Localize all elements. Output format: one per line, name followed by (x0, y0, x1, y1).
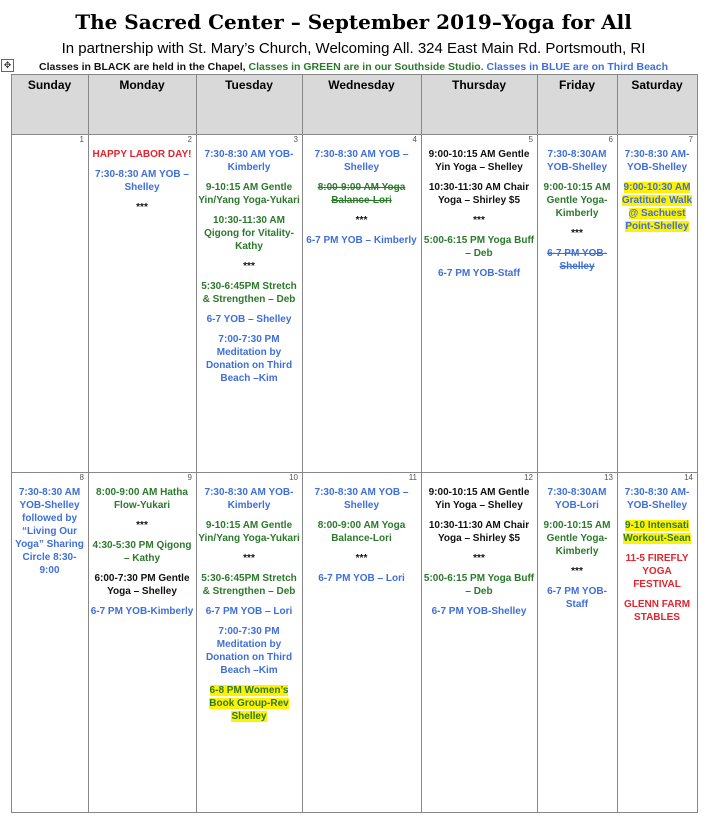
day-header-wednesday: Wednesday (302, 74, 421, 114)
day-number: 4 (412, 135, 417, 144)
event-text: 6-7 PM YOB – Lori (205, 606, 293, 617)
event-entry (423, 552, 535, 565)
day-events (90, 486, 194, 625)
calendar-day-1 (11, 134, 88, 472)
event-entry (539, 565, 615, 578)
grid-line (697, 74, 698, 812)
event-text: 9-10:15 AM Gentle Yin/Yang Yoga-Yukari (198, 182, 300, 206)
event-text: 7:30-8:30AM YOB-Lori (547, 487, 607, 511)
event-text: 7:00-7:30 PM Meditation by Donation on Third Beach –Kim (205, 626, 293, 676)
day-header-thursday: Thursday (421, 74, 537, 114)
event-entry (304, 214, 419, 227)
day-events (619, 486, 695, 631)
grid-line (11, 472, 698, 473)
calendar-day-4 (302, 134, 421, 472)
grid-line (421, 74, 422, 812)
event-text: *** (473, 553, 485, 564)
event-text: 9:00-10:15 AM Gentle Yin Yoga – Shelley (428, 149, 530, 173)
calendar-day-3 (196, 134, 302, 472)
header-spacer (196, 114, 302, 134)
event-entry (198, 519, 300, 545)
event-text: 7:30-8:30 AM YOB – Shelley (314, 149, 409, 173)
grid-line (11, 134, 698, 135)
header-spacer (88, 114, 196, 134)
legend-blue: Classes in BLUE are on Third Beach (483, 61, 668, 73)
calendar-day-2 (88, 134, 196, 472)
event-entry (13, 486, 86, 577)
day-number: 7 (688, 135, 693, 144)
event-text: 8:00-9:00 AM Yoga Balance-Lori (317, 182, 406, 206)
event-entry (304, 234, 419, 247)
event-entry (304, 572, 419, 585)
event-entry (198, 313, 300, 326)
day-header-sunday: Sunday (11, 74, 88, 114)
event-text: 4:30-5:30 PM Qigong – Kathy (92, 540, 192, 564)
header-spacer (302, 114, 421, 134)
day-events (539, 486, 615, 618)
event-entry (198, 625, 300, 677)
event-entry (304, 486, 419, 512)
event-text: 6-7 YOB – Shelley (206, 314, 292, 325)
event-entry (619, 552, 695, 591)
event-entry (90, 572, 194, 598)
calendar-day-10 (196, 472, 302, 812)
day-events (198, 148, 300, 392)
day-number: 14 (684, 473, 693, 482)
event-entry (90, 539, 194, 565)
day-events (423, 148, 535, 287)
grid-line (196, 74, 197, 812)
day-events (90, 148, 194, 221)
day-events (13, 486, 86, 584)
event-text: 6-7 PM YOB-Staff (547, 586, 607, 610)
event-entry (198, 552, 300, 565)
day-events (619, 148, 695, 240)
event-entry (423, 181, 535, 207)
event-text: 7:30-8:30 AM YOB-Shelley followed by “Living Our Yoga” Sharing Circle 8:30-9:00 (15, 487, 84, 576)
event-entry (619, 519, 695, 545)
event-text: 9:00-10:30 AM Gratitude Walk @ Sachuest Point-Shelley (621, 182, 693, 232)
event-entry (304, 552, 419, 565)
day-number: 3 (293, 135, 298, 144)
page-subtitle: In partnership with St. Mary’s Church, Welcoming All. 324 East Main Rd. Portsmouth, RI (61, 40, 646, 57)
day-events (304, 486, 419, 592)
event-entry (304, 181, 419, 207)
grid-line (537, 74, 538, 812)
day-number: 1 (79, 135, 84, 144)
event-text: *** (355, 215, 368, 226)
event-text: 5:00-6:15 PM Yoga Buff – Deb (423, 573, 535, 597)
header-spacer (11, 114, 88, 134)
event-entry (423, 214, 535, 227)
day-events (304, 148, 419, 254)
event-entry (539, 181, 615, 220)
event-entry (423, 572, 535, 598)
event-entry (619, 486, 695, 512)
calendar-day-6 (537, 134, 617, 472)
event-text: 5:30-6:45PM Stretch & Strengthen – Deb (201, 573, 297, 597)
event-entry (619, 181, 695, 233)
header-spacer (421, 114, 537, 134)
event-text: 9:00-10:15 AM Gentle Yoga-Kimberly (543, 182, 611, 219)
event-text: 6-7 PM YOB – Kimberly (306, 235, 417, 246)
event-text: *** (136, 520, 148, 531)
calendar-day-7 (617, 134, 697, 472)
calendar-day-11 (302, 472, 421, 812)
header-spacer (617, 114, 697, 134)
event-text: 9:00-10:15 AM Gentle Yoga-Kimberly (543, 520, 611, 557)
event-text: 6-7 PM YOB-Shelley (547, 248, 607, 272)
day-number: 9 (187, 473, 192, 482)
grid-line (11, 74, 698, 75)
event-text: 11-5 FIREFLY YOGA FESTIVAL (625, 553, 689, 590)
event-entry (619, 148, 695, 174)
day-header-monday: Monday (88, 74, 196, 114)
calendar-day-8 (11, 472, 88, 812)
day-events (198, 486, 300, 730)
event-entry (198, 572, 300, 598)
event-entry (90, 486, 194, 512)
event-text: 7:30-8:30 AM YOB-Kimberly (204, 149, 294, 173)
event-entry (198, 148, 300, 174)
event-entry (90, 201, 194, 214)
calendar-day-12 (421, 472, 537, 812)
event-entry (198, 181, 300, 207)
calendar-day-5 (421, 134, 537, 472)
event-text: *** (355, 553, 368, 564)
event-text: 6-8 PM Women’s Book Group-Rev Shelley (209, 685, 289, 722)
event-text: 8:00-9:00 AM Yoga Balance-Lori (317, 520, 406, 544)
event-entry (198, 684, 300, 723)
header-spacer (537, 114, 617, 134)
event-text: 5:30-6:45PM Stretch & Strengthen – Deb (201, 281, 297, 305)
event-entry (304, 148, 419, 174)
event-text: 9-10:15 AM Gentle Yin/Yang Yoga-Yukari (198, 520, 300, 544)
event-text: 7:00-7:30 PM Meditation by Donation on Third Beach –Kim (205, 334, 293, 384)
event-entry (423, 148, 535, 174)
day-number: 13 (604, 473, 613, 482)
move-handle-icon[interactable]: ✥ (1, 59, 14, 72)
day-header-friday: Friday (537, 74, 617, 114)
event-entry (90, 519, 194, 532)
day-number: 10 (289, 473, 298, 482)
grid-line (11, 812, 698, 813)
event-text: 10:30-11:30 AM Qigong for Vitality-Kathy (204, 215, 294, 252)
event-entry (90, 168, 194, 194)
event-text: *** (571, 228, 583, 239)
page-title: The Sacred Center – September 2019–Yoga for All (75, 10, 632, 34)
event-entry (90, 605, 194, 618)
day-number: 11 (408, 473, 417, 482)
event-entry (539, 227, 615, 240)
event-text: 6-7 PM YOB-Staff (437, 268, 521, 279)
event-entry (619, 598, 695, 624)
event-entry (423, 605, 535, 618)
event-entry (423, 234, 535, 260)
event-text: 9-10 Intensati Workout-Sean (623, 520, 691, 544)
event-text: *** (136, 202, 148, 213)
calendar-day-9 (88, 472, 196, 812)
day-events (423, 486, 535, 625)
day-number: 12 (524, 473, 533, 482)
day-number: 5 (528, 135, 533, 144)
event-text: 6:00-7:30 PM Gentle Yoga – Shelley (94, 573, 190, 597)
event-entry (423, 486, 535, 512)
grid-line (88, 74, 89, 812)
event-entry (198, 605, 300, 618)
legend-black: Classes in BLACK are held in the Chapel, (39, 61, 246, 73)
event-entry (423, 267, 535, 280)
event-text: 10:30-11:30 AM Chair Yoga – Shirley $5 (428, 520, 530, 544)
event-text: 7:30-8:30 AM-YOB-Shelley (624, 149, 690, 173)
event-entry (198, 214, 300, 253)
event-entry (198, 486, 300, 512)
event-entry (539, 585, 615, 611)
event-text: 7:30-8:30 AM-YOB-Shelley (624, 487, 690, 511)
calendar-day-13 (537, 472, 617, 812)
event-text: 8:00-9:00 AM Hatha Flow-Yukari (96, 487, 188, 511)
event-entry (423, 519, 535, 545)
event-text: *** (243, 261, 255, 272)
event-entry (198, 280, 300, 306)
event-entry (539, 519, 615, 558)
event-text: GLENN FARM STABLES (623, 599, 691, 623)
event-text: 6-7 PM YOB-Shelley (431, 606, 527, 617)
event-text: 9:00-10:15 AM Gentle Yin Yoga – Shelley (428, 487, 530, 511)
day-number: 6 (608, 135, 613, 144)
event-text: HAPPY LABOR DAY! (92, 149, 192, 160)
event-text: 6-7 PM YOB – Lori (318, 573, 405, 584)
event-text: *** (473, 215, 485, 226)
event-text: 7:30-8:30 AM YOB – Shelley (314, 487, 409, 511)
day-number: 2 (187, 135, 192, 144)
day-events (539, 148, 615, 280)
event-text: *** (571, 566, 583, 577)
grid-line (11, 74, 12, 812)
event-entry (198, 333, 300, 385)
calendar-day-14 (617, 472, 697, 812)
event-text: 5:00-6:15 PM Yoga Buff – Deb (423, 235, 535, 259)
event-entry (198, 260, 300, 273)
event-text: *** (243, 553, 255, 564)
event-entry (539, 486, 615, 512)
event-entry (90, 148, 194, 161)
event-text: 7:30-8:30AM YOB-Shelley (546, 149, 608, 173)
event-text: 7:30-8:30 AM YOB-Kimberly (204, 487, 294, 511)
legend-green: Classes in GREEN are in our Southside Studio. (245, 61, 484, 73)
event-entry (539, 148, 615, 174)
color-legend (0, 61, 707, 74)
event-text: 10:30-11:30 AM Chair Yoga – Shirley $5 (428, 182, 530, 206)
day-number: 8 (79, 473, 84, 482)
grid-line (617, 74, 618, 812)
event-entry (539, 247, 615, 273)
grid-line (302, 74, 303, 812)
day-header-saturday: Saturday (617, 74, 697, 114)
event-text: 6-7 PM YOB-Kimberly (90, 606, 194, 617)
event-text: 7:30-8:30 AM YOB – Shelley (95, 169, 189, 193)
event-entry (304, 519, 419, 545)
day-header-tuesday: Tuesday (196, 74, 302, 114)
